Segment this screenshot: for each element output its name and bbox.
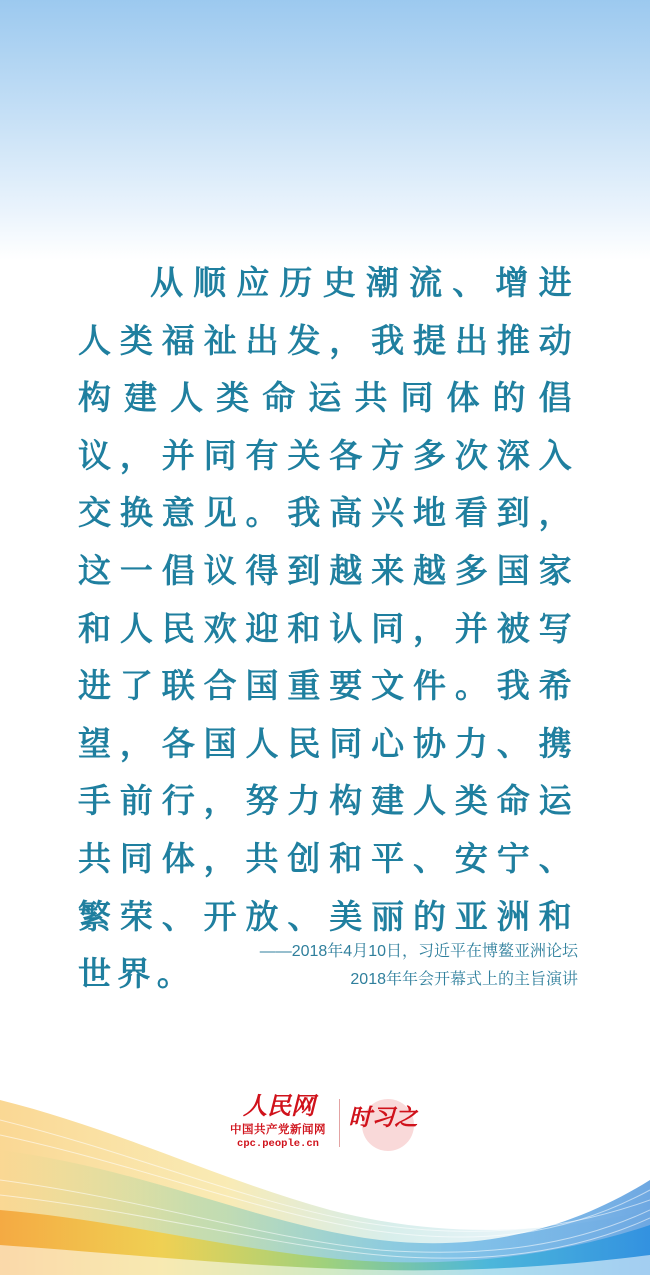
shixizhi-logo bbox=[344, 1097, 422, 1157]
renminwang-logo: 人民网 bbox=[243, 1091, 315, 1120]
quote-text: 从顺应历史潮流、增进人类福祉出发，我提出推动构建人类命运共同体的倡议，并同有关各方多次深入交换意见。我高兴地看到，这一倡议得到越来越多国家和人民欢迎和认同，并被写进了联合国重要文件。我希望，各国人民同心协力、携手前行，努力构建人类命运共同体，共创和平、安宁、繁荣、开放、美丽的亚洲和世界。 bbox=[78, 263, 578, 994]
logo-group bbox=[222, 1093, 422, 1163]
sky-gradient-background bbox=[0, 0, 650, 260]
cpc-news-name: 中国共产党新闻网 bbox=[230, 1124, 326, 1136]
quote-source bbox=[158, 938, 578, 994]
shixizhi-text: 时习之 bbox=[348, 1104, 418, 1131]
source-line-1: ——2018年4月10日，习近平在博鳌亚洲论坛 bbox=[259, 943, 578, 960]
logo-divider bbox=[339, 1099, 340, 1147]
source-line-2: 2018年年会开幕式上的主旨演讲 bbox=[350, 971, 578, 988]
cpc-url: cpc.people.cn bbox=[237, 1138, 319, 1150]
